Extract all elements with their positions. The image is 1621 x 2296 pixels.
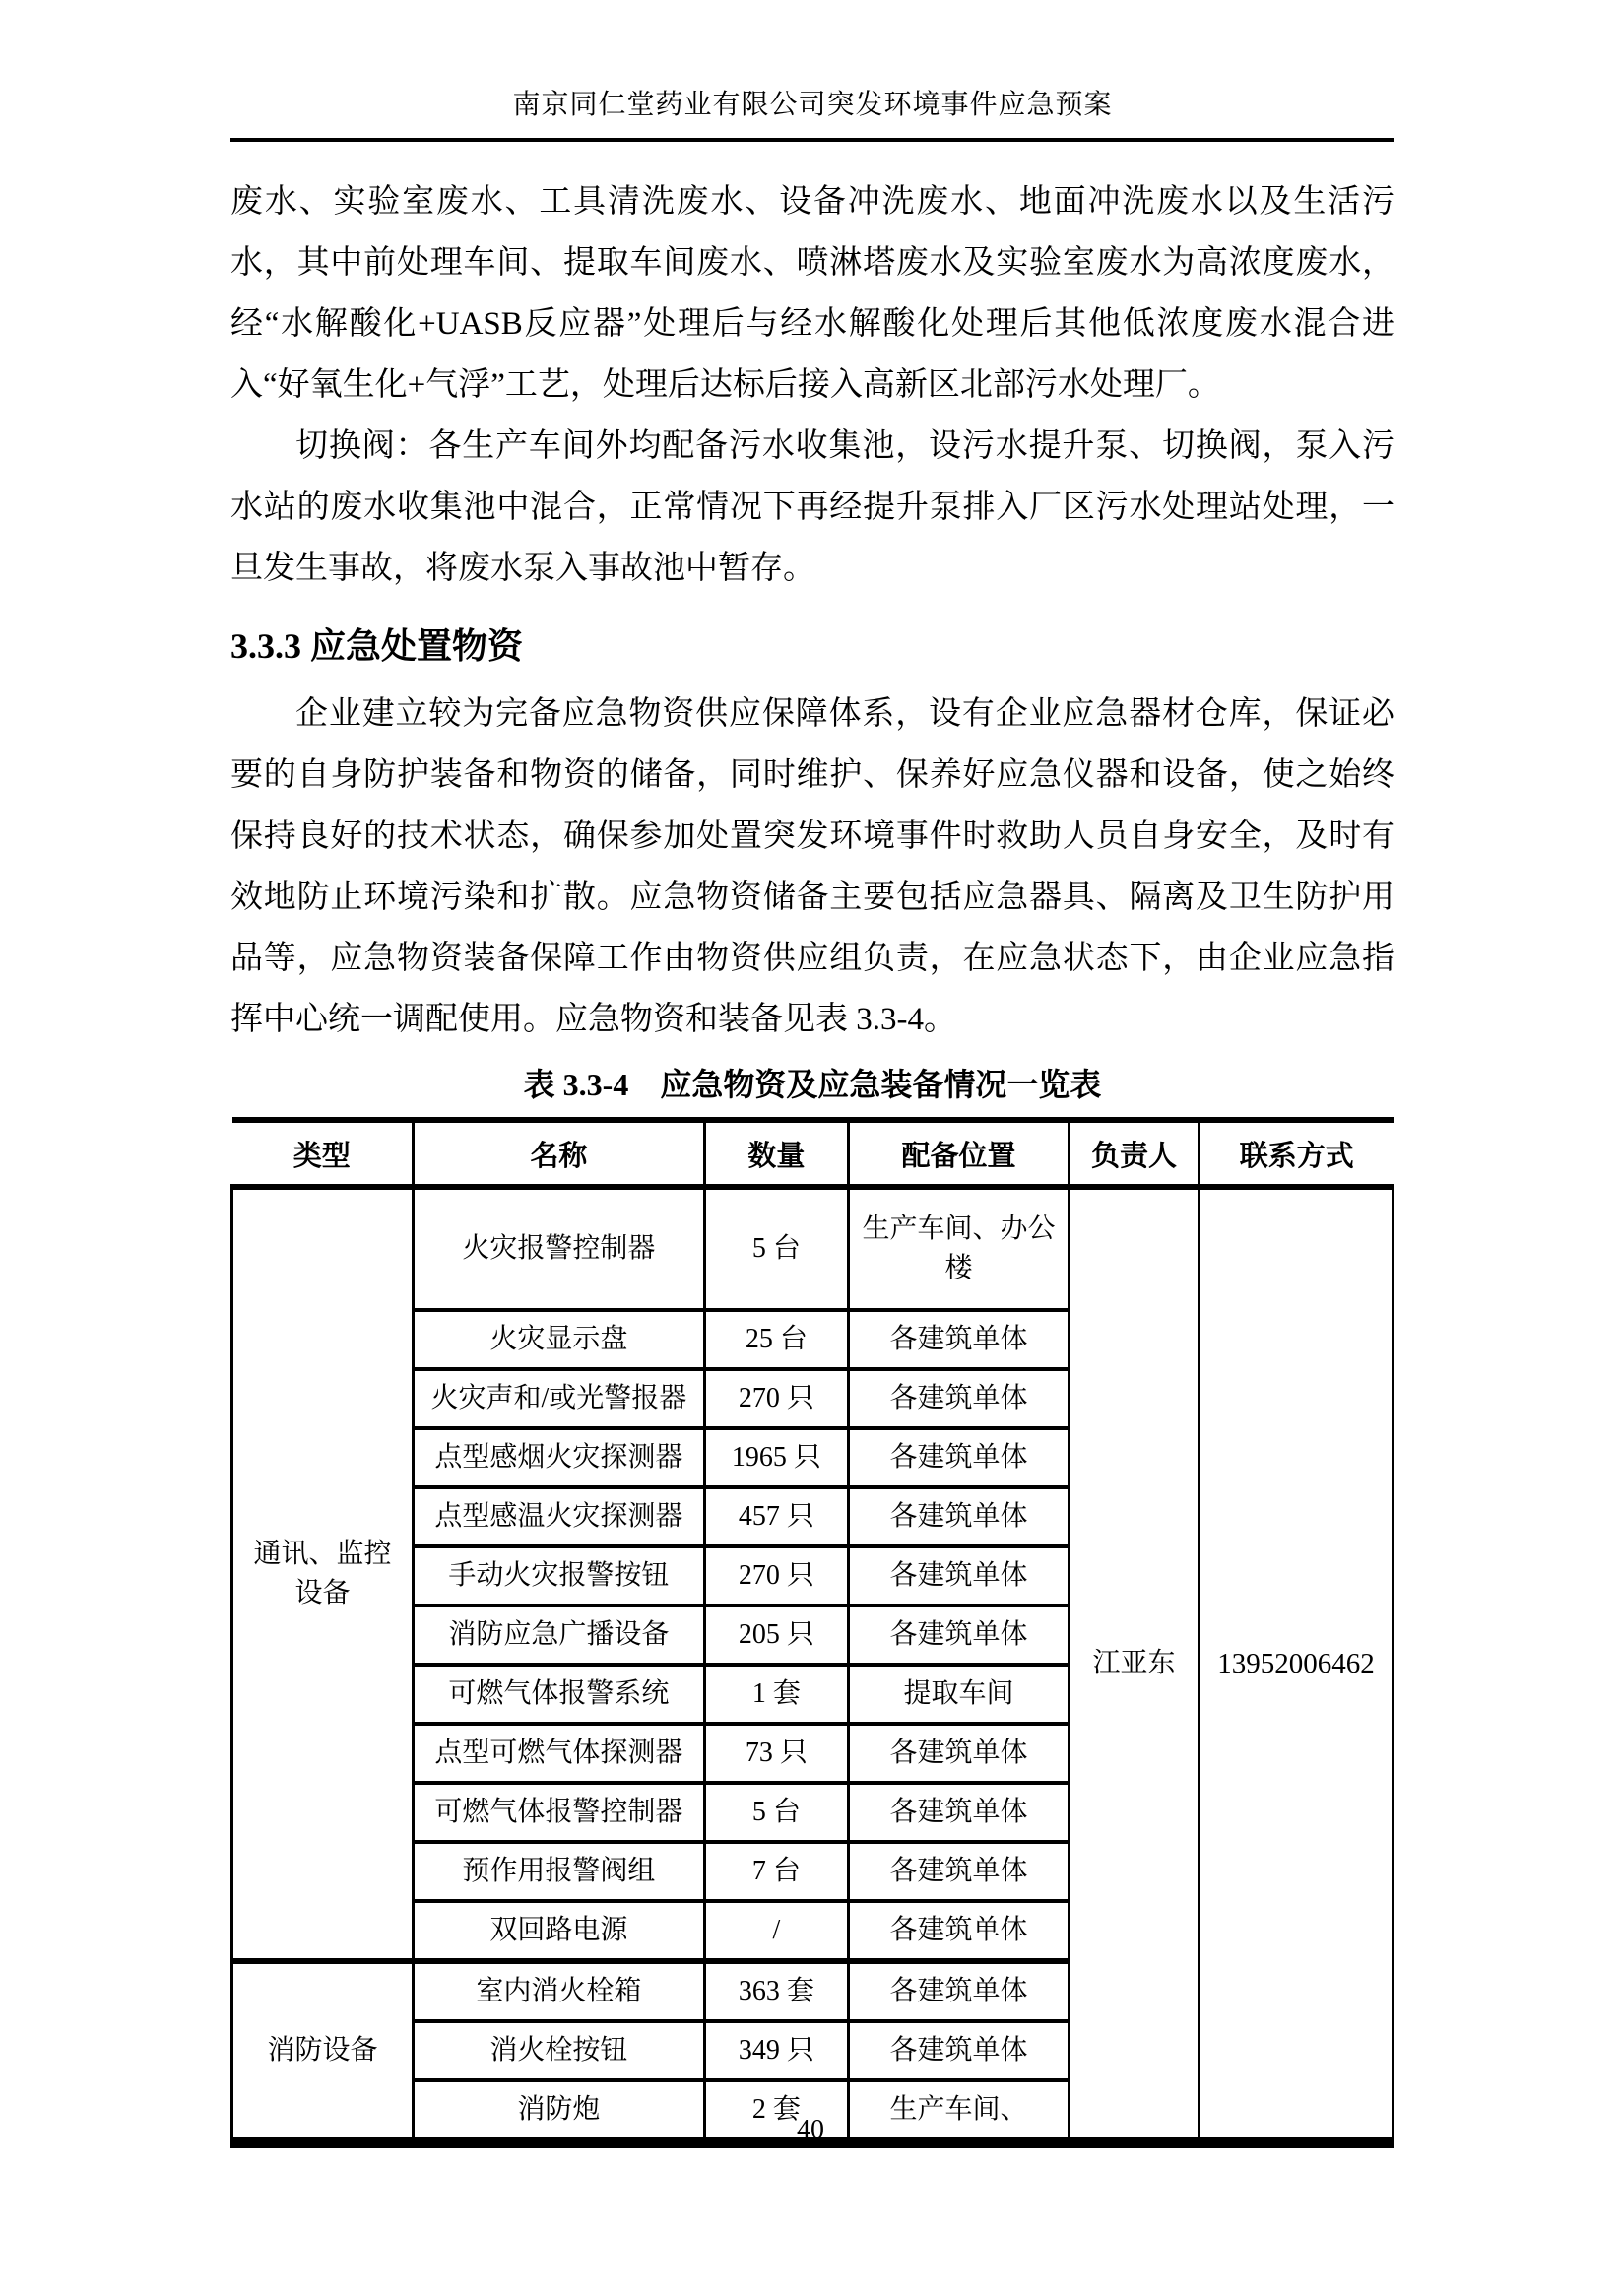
quantity-cell: 1965 只	[704, 1428, 848, 1487]
quantity-cell: 270 只	[704, 1546, 848, 1606]
column-header: 配备位置	[849, 1120, 1070, 1187]
location-cell: 各建筑单体	[849, 1487, 1070, 1546]
column-header: 类型	[232, 1120, 414, 1187]
quantity-cell: 5 台	[704, 1187, 848, 1310]
item-name-cell: 消防炮	[413, 2080, 704, 2143]
item-name-cell: 点型可燃气体探测器	[413, 1724, 704, 1783]
item-name-cell: 火灾声和/或光警报器	[413, 1369, 704, 1428]
quantity-cell: 457 只	[704, 1487, 848, 1546]
location-cell: 各建筑单体	[849, 1961, 1070, 2021]
contact-phone-cell: 13952006462	[1200, 1187, 1394, 2143]
location-cell: 各建筑单体	[849, 1369, 1070, 1428]
location-cell: 各建筑单体	[849, 2021, 1070, 2080]
column-header: 负责人	[1070, 1120, 1200, 1187]
quantity-cell: 363 套	[704, 1961, 848, 2021]
location-cell: 各建筑单体	[849, 1842, 1070, 1901]
item-name-cell: 火灾报警控制器	[413, 1187, 704, 1310]
page-header-title: 南京同仁堂药业有限公司突发环境事件应急预案	[512, 90, 1113, 120]
location-cell: 各建筑单体	[849, 1783, 1070, 1842]
paragraph-emergency-supplies: 企业建立较为完备应急物资供应保障体系，设有企业应急器材仓库，保证必要的自身防护装备和物资的储备，同时维护、保养好应急仪器和设备，使之始终保持良好的技术状态，确保参加处置突发环境事件时救助人员自身安全，及时有效地防止环境污染和扩散。应急物资储备主要包括应急器具、隔离及卫生防护用品等，应急物资装备保障工作由物资供应组负责，在应急状态下，由企业应急指挥中心统一调配使用。应急物资和装备见表 3.3-4。	[230, 696, 1394, 1037]
location-cell: 各建筑单体	[849, 1724, 1070, 1783]
category-cell: 消防设备	[232, 1961, 414, 2143]
item-name-cell: 预作用报警阀组	[413, 1842, 704, 1901]
category-cell: 通讯、监控设备	[232, 1187, 414, 1961]
location-cell: 各建筑单体	[849, 1310, 1070, 1369]
column-header: 联系方式	[1200, 1120, 1394, 1187]
item-name-cell: 点型感温火灾探测器	[413, 1487, 704, 1546]
item-name-cell: 手动火灾报警按钮	[413, 1546, 704, 1606]
item-name-cell: 双回路电源	[413, 1901, 704, 1961]
item-name-cell: 可燃气体报警控制器	[413, 1783, 704, 1842]
item-name-cell: 室内消火栓箱	[413, 1961, 704, 2021]
location-cell: 生产车间、	[849, 2080, 1070, 2143]
table-row	[232, 1187, 1394, 1310]
header-rule	[230, 138, 1394, 142]
paragraph-switch-valve: 切换阀：各生产车间外均配备污水收集池，设污水提升泵、切换阀，泵入污水站的废水收集池中混合，正常情况下再经提升泵排入厂区污水处理站处理，一旦发生事故，将废水泵入事故池中暂存。	[230, 428, 1394, 586]
location-cell: 提取车间	[849, 1665, 1070, 1724]
item-name-cell: 消火栓按钮	[413, 2021, 704, 2080]
quantity-cell: 270 只	[704, 1369, 848, 1428]
item-name-cell: 可燃气体报警系统	[413, 1665, 704, 1724]
location-cell: 各建筑单体	[849, 1606, 1070, 1665]
item-name-cell: 火灾显示盘	[413, 1310, 704, 1369]
quantity-cell: /	[704, 1901, 848, 1961]
location-cell: 生产车间、办公楼	[849, 1187, 1070, 1310]
table-caption: 表 3.3-4 应急物资及应急装备情况一览表	[523, 1067, 1102, 1102]
emergency-supplies-table	[230, 1117, 1394, 2148]
quantity-cell: 5 台	[704, 1783, 848, 1842]
paragraph-wastewater-treatment: 废水、实验室废水、工具清洗废水、设备冲洗废水、地面冲洗废水以及生活污水，其中前处理车间、提取车间废水、喷淋塔废水及实验室废水为高浓度废水，经“水解酸化+UASB反应器”处理后与经水解酸化处理后其他低浓度废水混合进入“好氧生化+气浮”工艺，处理后达标后接入高新区北部污水处理厂。	[230, 184, 1394, 403]
quantity-cell: 73 只	[704, 1724, 848, 1783]
quantity-cell: 205 只	[704, 1606, 848, 1665]
column-header: 名称	[413, 1120, 704, 1187]
quantity-cell: 2 套	[704, 2080, 848, 2143]
quantity-cell: 7 台	[704, 1842, 848, 1901]
responsible-person-cell: 江亚东	[1070, 1187, 1200, 2143]
header-row	[232, 1120, 1394, 1187]
column-header: 数量	[704, 1120, 848, 1187]
location-cell: 各建筑单体	[849, 1901, 1070, 1961]
quantity-cell: 349 只	[704, 2021, 848, 2080]
table-body	[232, 1187, 1394, 2143]
section-heading-3-3-3: 3.3.3 应急处置物资	[230, 626, 524, 666]
item-name-cell: 点型感烟火灾探测器	[413, 1428, 704, 1487]
quantity-cell: 1 套	[704, 1665, 848, 1724]
table-header-row	[232, 1120, 1394, 1187]
quantity-cell: 25 台	[704, 1310, 848, 1369]
location-cell: 各建筑单体	[849, 1428, 1070, 1487]
page-number: 40	[797, 2115, 824, 2145]
location-cell: 各建筑单体	[849, 1546, 1070, 1606]
item-name-cell: 消防应急广播设备	[413, 1606, 704, 1665]
